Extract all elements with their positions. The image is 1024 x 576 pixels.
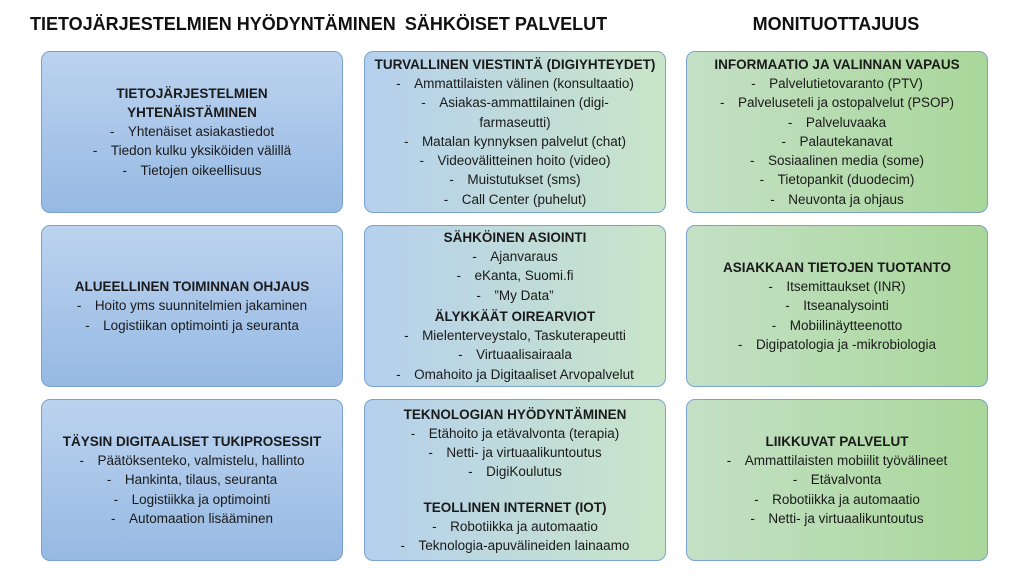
list-item [50,141,334,160]
list-item [373,462,657,481]
list-item-text: Neuvonta ja ohjaus [788,191,904,207]
list-item-text: eKanta, Suomi.fi [474,268,574,284]
bullet-dash: - [754,491,759,507]
list-item-text: Itseanalysointi [803,298,889,314]
list-item [695,316,979,335]
bullet-dash: - [750,510,755,526]
list-item-text: Call Center (puhelut) [461,191,587,207]
bullet-dash: - [113,491,119,507]
bullet-dash: - [92,143,98,159]
box-alueellinen-ohjaus [41,225,343,387]
list-item [373,74,657,93]
list-item [373,132,657,151]
bullet-dash: - [421,95,426,111]
list-item-text: Mobiilinäytteenotto [789,317,903,333]
list-item [50,451,334,470]
bullet-dash: - [785,298,790,314]
box-teknologia [364,399,666,561]
box-yhtenaistaminen [41,51,343,213]
list-item-text: Etävalvonta [810,472,882,488]
list-item-text: Netti- ja virtuaalikuntoutus [768,510,924,526]
box-valinnan-vapaus [686,51,988,213]
header-tietojarjestelmat: TIETOJÄRJESTELMIEN HYÖDYNTÄMINEN [30,14,396,34]
box-title: TÄYSIN DIGITAALISET TUKIPROSESSIT [62,433,322,449]
list-item-text: Robotiikka ja automaatio [450,518,598,534]
list-item [695,170,979,189]
box-title: ÄLYKKÄÄT OIREARVIOT [434,309,596,324]
list-item-text: Omahoito ja Digitaaliset Arvopalvelut [414,366,634,382]
list-item [373,170,657,189]
list-item-text: Tietojen oikeellisuus [140,162,262,178]
bullet-dash: - [476,287,481,303]
box-liikkuvat-palvelut [686,399,988,561]
bullet-dash: - [787,114,793,130]
box-title: ASIAKKAAN TIETOJEN TUOTANTO [722,259,951,275]
list-item-text: Matalan kynnyksen palvelut (chat) [421,133,627,149]
bullet-dash: - [771,317,777,333]
bullet-dash: - [419,153,424,169]
box-title: TEOLLINEN INTERNET (IOT) [423,499,607,515]
list-item [695,509,979,528]
list-item [373,365,657,384]
bullet-dash: - [404,328,409,343]
list-item [50,490,334,509]
list-item-text: Sosiaalinen media (some) [767,153,925,169]
list-item [695,190,979,209]
list-item [373,443,657,462]
list-item-text: farmaseutti) [479,114,551,130]
box-tietojen-tuotanto [686,225,988,387]
list-item [373,536,657,555]
list-item-text: Tietopankit (duodecim) [777,172,915,188]
list-item [50,122,334,141]
bullet-dash: - [472,249,477,265]
list-item [373,247,657,266]
bullet-dash: - [110,510,116,526]
bullet-dash: - [749,153,755,169]
list-item [695,451,979,470]
list-item-text: Asiakas-ammattilainen (digi- [439,95,609,111]
bullet-dash: - [400,537,406,553]
list-item [373,326,657,345]
bullet-dash: - [737,336,743,352]
bullet-dash: - [85,317,90,333]
box-section [50,84,334,180]
box-title: TIETOJÄRJESTELMIEN YHTENÄISTÄMINEN [116,86,268,121]
list-item [50,316,334,335]
list-item [373,517,657,536]
list-item-text: Itsemittaukset (INR) [786,278,906,294]
header-monituottajuus: MONITUOTTAJUUS [752,14,920,34]
bullet-dash: - [396,366,401,382]
list-item-text: Palvelutietovaranto (PTV) [769,75,923,91]
list-item [695,277,979,296]
list-item [373,113,657,132]
bullet-dash: - [456,268,461,284]
list-item [695,335,979,354]
bullet-dash: - [106,472,112,488]
bullet-dash: - [719,95,725,111]
box-section [373,307,657,384]
list-item-text: Logistiikan optimointi ja seuranta [103,317,299,333]
bullet-dash: - [109,124,115,140]
bullet-dash: - [428,445,433,461]
list-item [373,266,657,285]
list-item-text: Digipatologia ja -mikrobiologia [755,336,937,352]
bullet-dash: - [403,133,409,149]
box-title: TURVALLINEN VIESTINTÄ (DIGIYHTEYDET) [374,56,656,72]
box-tukiprosessit [41,399,343,561]
bullet-dash: - [792,472,798,488]
box-section [373,55,657,209]
bullet-dash: - [468,464,473,480]
list-item-text: Hoito yms suunnitelmien jakaminen [94,298,308,314]
list-item [695,151,979,170]
box-title: INFORMAATIO JA VALINNAN VAPAUS [714,56,960,72]
list-item-text: Logistiikka ja optimointi [131,491,271,507]
list-item-text: Mielenterveystalo, Taskuterapeutti [422,328,626,343]
box-title: TEKNOLOGIAN HYÖDYNTÄMINEN [403,406,627,422]
list-item [695,74,979,93]
box-section [50,432,334,528]
box-title: LIIKKUVAT PALVELUT [765,433,909,449]
list-item-text: Virtuaalisairaala [476,347,572,363]
list-item-text: Yhtenäiset asiakastiedot [127,124,275,140]
bullet-dash: - [449,172,454,188]
list-item [373,151,657,170]
box-sahkoinen-asiointi [364,225,666,387]
list-item [695,470,979,489]
bullet-dash: - [781,133,786,149]
list-item-text: Päätöksenteko, valmistelu, hallinto [97,452,305,468]
list-item-text: Hankinta, tilaus, seuranta [124,472,278,488]
bullet-dash: - [770,191,775,207]
list-item-text: Palautekanavat [799,133,893,149]
list-item-text: Palveluseteli ja ostopalvelut (PSOP) [737,95,955,111]
list-item [373,345,657,364]
list-item-text: Robotiikka ja automaatio [772,491,920,507]
bullet-dash: - [768,278,773,294]
bullet-dash: - [410,425,416,441]
list-item [373,286,657,305]
bullet-dash: - [726,452,732,468]
bullet-dash: - [458,347,463,363]
list-item [373,424,657,443]
list-item-text: Ajanvaraus [490,249,558,265]
list-item-text: Videovälitteinen hoito (video) [437,153,611,169]
box-section [373,405,657,482]
list-item [695,132,979,151]
bullet-dash: - [79,452,84,468]
list-item [373,190,657,209]
box-title: SÄHKÖINEN ASIOINTI [443,230,587,246]
bullet-dash: - [76,298,82,314]
box-section [695,55,979,209]
box-section [50,277,334,335]
list-item [50,470,334,489]
bullet-dash: - [751,75,756,91]
bullet-dash: - [759,172,765,188]
box-section [695,258,979,354]
list-item-text: Netti- ja virtuaalikuntoutus [446,445,602,461]
list-item-text: Ammattilaisten välinen (konsultaatio) [414,75,634,91]
list-item-text: Teknologia-apuvälineiden lainaamo [418,537,630,553]
list-item-text: Automaation lisääminen [128,510,274,526]
bullet-dash: - [443,191,449,207]
list-item [695,490,979,509]
list-item-text: Tiedon kulku yksiköiden välillä [110,143,292,159]
list-item [50,161,334,180]
bullet-dash: - [122,162,127,178]
bullet-dash: - [396,75,401,91]
box-section [373,498,657,556]
box-section [695,432,979,528]
box-turvallinen-viestinta [364,51,666,213]
list-item [695,93,979,112]
box-section [373,228,657,305]
list-item-text: Muistutukset (sms) [467,172,581,188]
box-title: ALUEELLINEN TOIMINNAN OHJAUS [74,279,310,295]
bullet-dash: - [432,518,437,534]
list-item [50,509,334,528]
list-item [695,296,979,315]
list-item [695,113,979,132]
list-item-text: Palveluvaaka [805,114,887,130]
list-item-text: DigiKoulutus [486,464,562,480]
list-item-text: Ammattilaisten mobiilit työvälineet [744,452,948,468]
list-item [50,296,334,315]
list-item [373,93,657,112]
header-sahkoiset-palvelut: SÄHKÖISET PALVELUT [404,14,608,34]
list-item-text: Etähoito ja etävalvonta (terapia) [428,425,620,441]
list-item-text: ”My Data” [494,287,554,303]
